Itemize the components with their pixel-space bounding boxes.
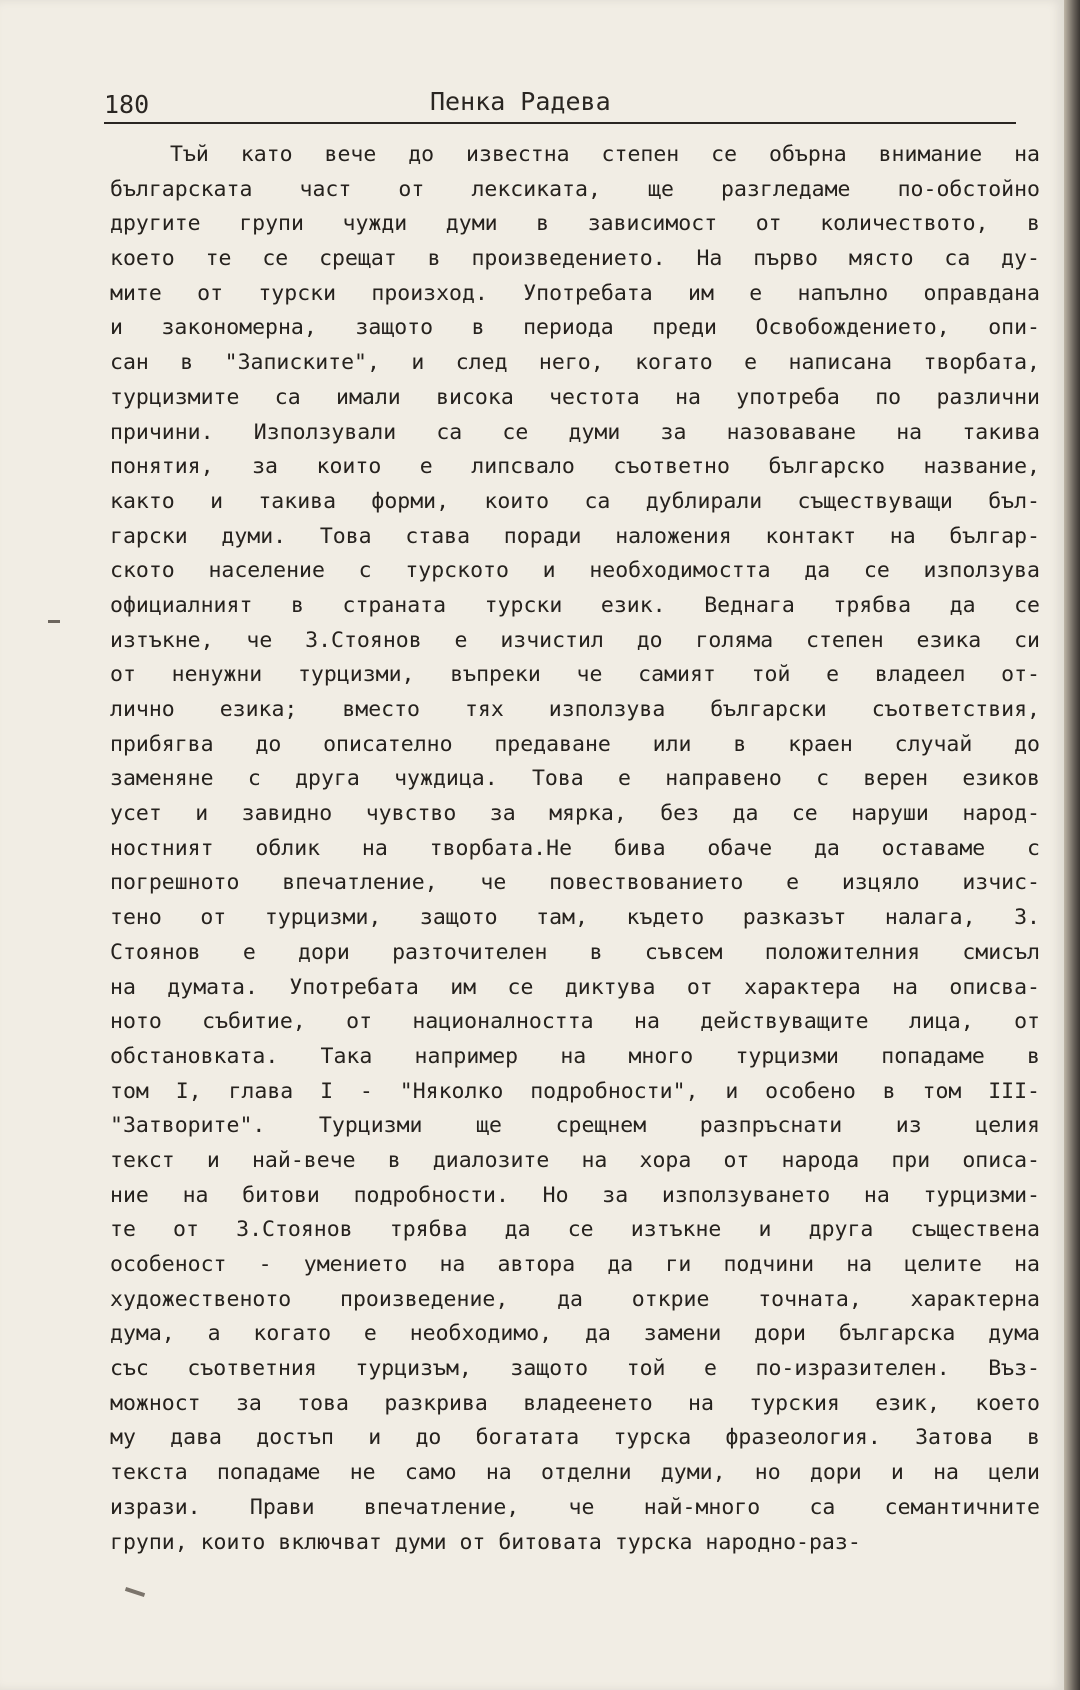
text-line: тено от турцизми, защото там, където разказът налага, З. xyxy=(110,905,1040,931)
text-line: мите от турски произход. Употребата им е напълно оправдана xyxy=(110,280,1040,306)
text-line: прибягва до описателно предаване или в краен случай до xyxy=(110,731,1040,757)
text-line: изтъкне, че З.Стоянов е изчистил до голяма степен езика си xyxy=(110,627,1040,653)
text-line: му дава достъп и до богатата турска фразеология. Затова в xyxy=(110,1425,1040,1451)
text-line: заменяне с друга чуждица. Това е направено с верен езиков xyxy=(110,766,1040,792)
text-line: ностният облик на творбата.Не бива обаче да оставаме с xyxy=(110,835,1040,861)
text-line: причини. Използували са се думи за назоваване на такива xyxy=(110,419,1040,445)
text-line: те от З.Стоянов трябва да се изтъкне и друга съществена xyxy=(110,1217,1040,1243)
text-line: от ненужни турцизми, въпреки че самият той е владеел от- xyxy=(110,662,1040,688)
text-line: официалният в страната турски език. Веднага трябва да се xyxy=(110,592,1040,618)
text-line: българската част от лексиката, ще разгледаме по-обстойно xyxy=(110,176,1040,202)
page-number: 180 xyxy=(104,90,150,119)
text-line: другите групи чужди думи в зависимост от количеството, в xyxy=(110,211,1040,237)
text-line: както и такива форми, които са дублирали съществуващи бъл- xyxy=(110,488,1040,514)
book-spine xyxy=(1064,0,1080,1690)
margin-mark xyxy=(48,620,60,623)
text-line: дума, а когато е необходимо, да замени дори българска дума xyxy=(110,1321,1040,1347)
text-line: усет и завидно чувство за мярка, без да се наруши народ- xyxy=(110,801,1040,827)
text-line: том I, глава I - "Няколко подробности", и особено в том III- xyxy=(110,1078,1040,1104)
text-line: със съответния турцизъм, защото той е по-изразителен. Въз- xyxy=(110,1356,1040,1382)
text-line: особеност - умението на автора да ги подчини на целите на xyxy=(110,1252,1040,1277)
body-text xyxy=(110,138,1040,1560)
text-line: понятия, за които е липсвало съответно българско название, xyxy=(110,454,1040,480)
text-line: художественото произведение, да открие точната, характерна xyxy=(110,1286,1040,1312)
text-line: ското население с турското и необходимостта да се използува xyxy=(110,558,1040,584)
text-line: на думата. Употребата им се диктува от характера на описва- xyxy=(110,974,1040,1000)
header-rule xyxy=(104,122,1016,124)
text-line: групи, които включват думи от битовата турска народно-раз- xyxy=(110,1529,861,1555)
text-line: което те се срещат в произведението. На първо място са ду- xyxy=(110,246,1040,272)
page-header xyxy=(104,84,1016,124)
text-line: Тъй като вече до известна степен се обърна внимание на xyxy=(170,142,1040,167)
margin-mark xyxy=(125,1587,145,1597)
text-line: сан в "Записките", и след него, когато е написана творбата, xyxy=(110,350,1040,376)
text-line: гарски думи. Това става поради наложения контакт на българ- xyxy=(110,523,1040,549)
text-line: обстановката. Така например на много турцизми попадаме в xyxy=(110,1043,1040,1069)
text-line: погрешното впечатление, че повествованието е изцяло изчис- xyxy=(110,870,1040,896)
running-head: Пенка Радева xyxy=(430,87,611,116)
text-line: турцизмите са имали висока честота на употреба по различни xyxy=(110,384,1040,410)
text-line: можност за това разкрива владеенето на турския език, което xyxy=(110,1390,1040,1416)
text-line: текста попадаме не само на отделни думи, но дори и на цели xyxy=(110,1460,1040,1486)
text-line: "Затворите". Турцизми ще срещнем разпръснати из целия xyxy=(110,1113,1040,1139)
text-line: изрази. Прави впечатление, че най-много са семантичните xyxy=(110,1494,1040,1520)
text-line: текст и най-вече в диалозите на хора от народа при описа- xyxy=(110,1147,1040,1173)
text-line: ното събитие, от националността на действуващите лица, от xyxy=(110,1009,1040,1035)
text-line: и закономерна, защото в периода преди Освобождението, опи- xyxy=(110,315,1040,341)
text-line: ние на битови подробности. Но за използуването на турцизми- xyxy=(110,1182,1040,1208)
text-line: Стоянов е дори разточителен в съвсем положителния смисъл xyxy=(110,939,1040,965)
text-line: лично езика; вместо тях използува български съответствия, xyxy=(110,697,1040,722)
